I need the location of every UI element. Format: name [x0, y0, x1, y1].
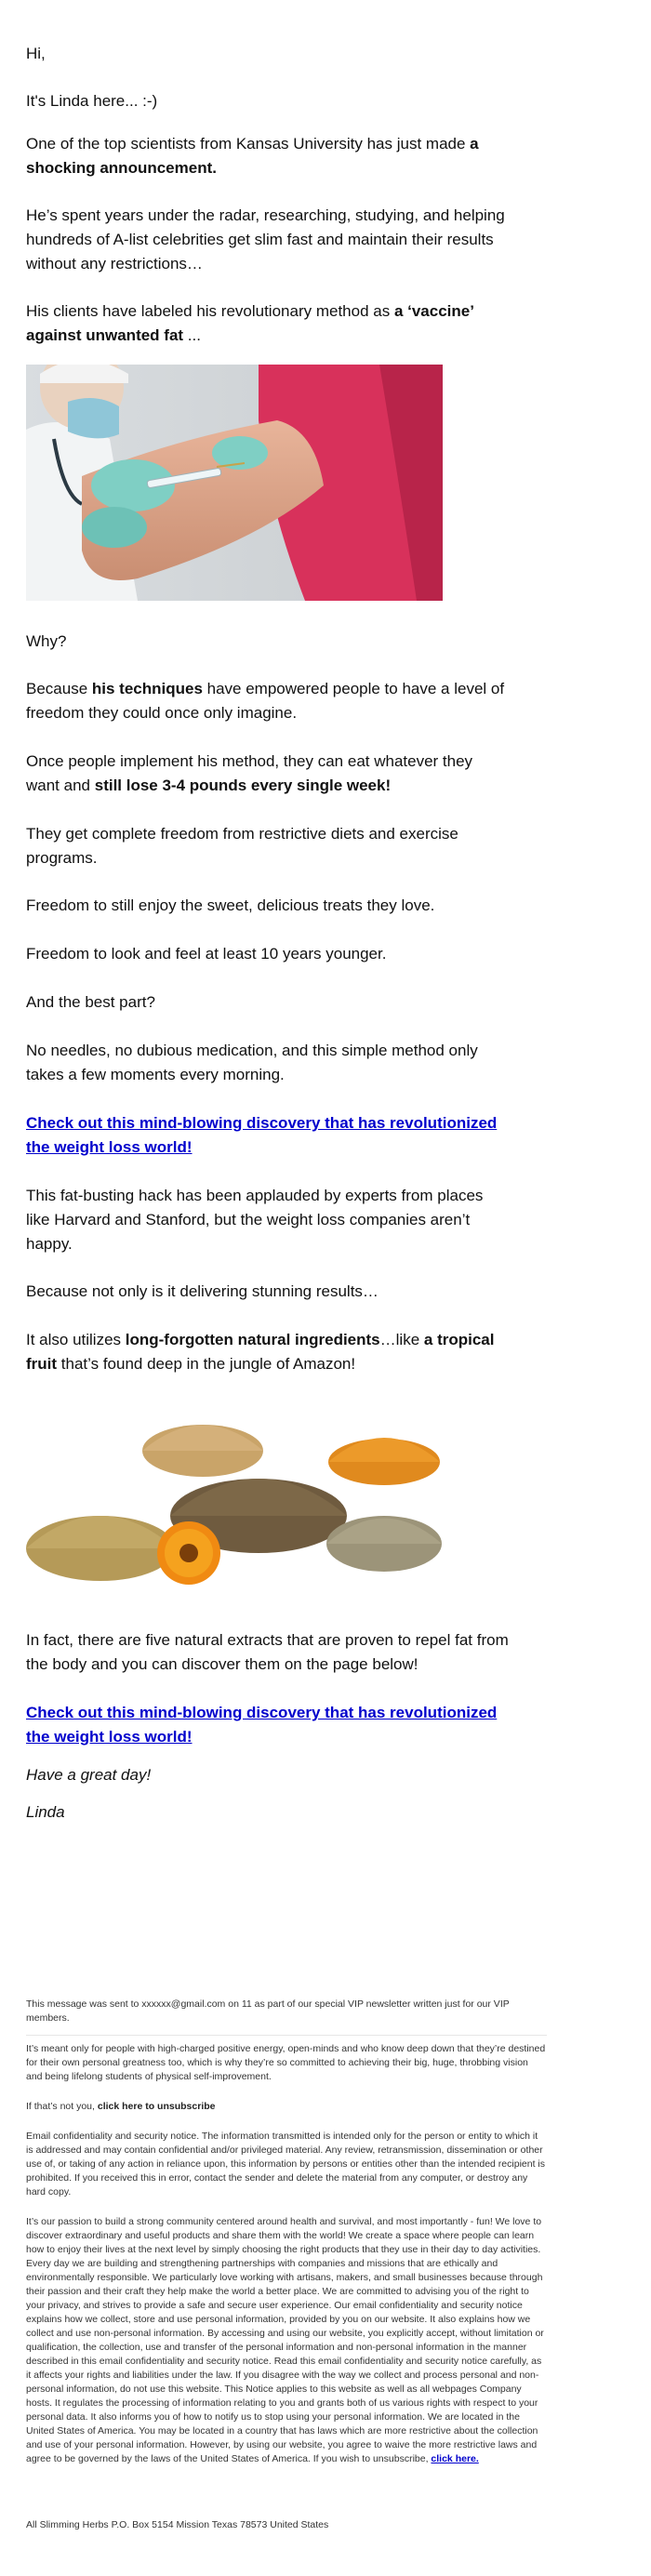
- paragraph-techniques: [26, 677, 510, 725]
- text: One of the top scientists from Kansas University has just made: [26, 135, 471, 153]
- paragraph-announcement: [26, 132, 510, 180]
- text: ...: [183, 326, 201, 344]
- bold-text: a tropical fruit: [26, 1331, 495, 1373]
- text: Once people implement his method, they can eat whatever they want and: [26, 752, 473, 794]
- discovery-link[interactable]: Check out this mind-blowing discovery that has revolutionized the weight loss world!: [26, 1114, 498, 1156]
- herbal-powders-photo: [26, 1395, 443, 1590]
- footer-privacy-notice: [26, 2215, 547, 2466]
- intro-line: It's Linda here... :-): [26, 92, 158, 110]
- discovery-link[interactable]: Check out this mind-blowing discovery that has revolutionized the weight loss world!: [26, 1704, 498, 1746]
- text: His clients have labeled his revolutionary method as: [26, 302, 394, 320]
- paragraph-freedom-younger: Freedom to look and feel at least 10 years younger.: [26, 945, 387, 963]
- text: Because: [26, 680, 92, 697]
- signature: Linda: [26, 1803, 65, 1821]
- powders-illustration: [26, 1395, 443, 1590]
- paragraph-no-needles: No needles, no dubious medication, and this simple method only takes a few moments every morning.: [26, 1042, 478, 1083]
- text: that’s found deep in the jungle of Amazon!: [57, 1355, 356, 1373]
- text: If that’s not you,: [26, 2101, 98, 2112]
- text: It’s our passion to build a strong community centered around health and survival, and most importantly - fun! We love to discover extraordinary and useful products and share them with the world! We create a space where people can learn how to enjoy their lives at the next level by simply choosing the right products that they use in their day to day activities. Every day we are building and strengthening partnerships with companies and missions that are ethically and environmentally responsible. We particularly love working with artisans, makers, and small businesses because through their passion and their craft they help make the world a better place. We are committed to advising you of the right to your privacy, and strives to provide a safe and secure user experience. Our email confidentiality and security notice explains how we collect, store and use personal information, provided by you on our website. It also explains how we collect and use non-personal information. By accessing and using our website, you explicitly accept, without limitation or qualification, the collection, use and transfer of the personal information and non-personal information in the manner described in this email confidentiality and security notice. Read this email confidentiality and security notice carefully, as it affects your rights and liabilities under the law. If you disagree with the way we collect and process personal and non-personal information, do not use this website. This Notice applies to this website as well as all webpages Company hosts. It regulates the processing of information relating to you and grants both of us various rights with respect to your personal data. It also informs you of how to notify us to stop using your personal information. We are located in the United States of America. You may be located in a country that has laws which are more restrictive about the collection and use of your personal information. However, by using our website, you agree to waive the more restrictive laws and agree to be governed by the laws of the United States of America. If you wish to unsubscribe,: [26, 2216, 544, 2464]
- paragraph-vaccine: [26, 299, 510, 348]
- footer-divider: [26, 2035, 547, 2036]
- cta-link-2[interactable]: [26, 1701, 510, 1749]
- unsubscribe-link[interactable]: click here to unsubscribe: [97, 2101, 216, 2112]
- cta-link-1[interactable]: [26, 1111, 510, 1160]
- paragraph-researching: He’s spent years under the radar, researching, studying, and helping hundreds of A-list celebrities get slim fast and maintain their results without any restrictions…: [26, 206, 505, 272]
- vaccination-photo: [26, 365, 443, 601]
- paragraph-five-extracts: In fact, there are five natural extracts that are proven to repel fat from the body and you can discover them on the page below!: [26, 1631, 509, 1673]
- paragraph-stunning: Because not only is it delivering stunning results…: [26, 1282, 379, 1300]
- vaccination-illustration: [26, 365, 443, 601]
- unsubscribe-click-here-link[interactable]: click here.: [431, 2453, 479, 2464]
- bold-text: a shocking announcement.: [26, 135, 479, 177]
- footer-confidentiality: Email confidentiality and security notice. The information transmitted is intended only for the person or entity to which it is addressed and may contain confidential and/or privileged material. Any review, retransmission, dissemination or other use of, or taking of any action in reliance upon, this information by persons or entities other than the intended recipient is prohibited. If you received this in error, contact the sender and delete the material from any computer, or destroy any hard copy.: [26, 2131, 545, 2198]
- paragraph-ingredients: [26, 1328, 510, 1376]
- bold-text: still lose 3-4 pounds every single week!: [94, 777, 392, 794]
- paragraph-eat-whatever: [26, 750, 510, 798]
- signoff: Have a great day!: [26, 1766, 152, 1784]
- footer-unsubscribe-line: [26, 2100, 547, 2114]
- text: have empowered people to have a level of freedom they could once only imagine.: [26, 680, 505, 722]
- paragraph-freedom-diets: They get complete freedom from restrictive diets and exercise programs.: [26, 825, 458, 867]
- bold-text: long-forgotten natural ingredients: [125, 1331, 380, 1348]
- paragraph-freedom-treats: Freedom to still enjoy the sweet, delicious treats they love.: [26, 896, 435, 914]
- footer-address: All Slimming Herbs P.O. Box 5154 Mission Texas 78573 United States: [26, 2519, 329, 2530]
- text: It also utilizes: [26, 1331, 126, 1348]
- footer-meant-for: It’s meant only for people with high-charged positive energy, open-minds and who know deep down that they’re destined for their own personal greatness too, which is why they’re so committed to achieving their big, huge, throbbing vision and being lifelong students of physical self-improvement.: [26, 2043, 546, 2082]
- greeting: Hi,: [26, 45, 46, 62]
- why-line: Why?: [26, 632, 67, 650]
- paragraph-best-part: And the best part?: [26, 993, 155, 1011]
- paragraph-harvard: This fat-busting hack has been applauded by experts from places like Harvard and Stanford, but the weight loss companies aren’t happy.: [26, 1187, 484, 1253]
- text: …like: [379, 1331, 424, 1348]
- bold-text: his techniques: [91, 680, 203, 697]
- bold-text: a ‘vaccine’ against unwanted fat: [26, 302, 474, 344]
- footer-sent-to: This message was sent to xxxxxx@gmail.com on 11 as part of our special VIP newsletter written just for our VIP members.: [26, 1998, 510, 2024]
